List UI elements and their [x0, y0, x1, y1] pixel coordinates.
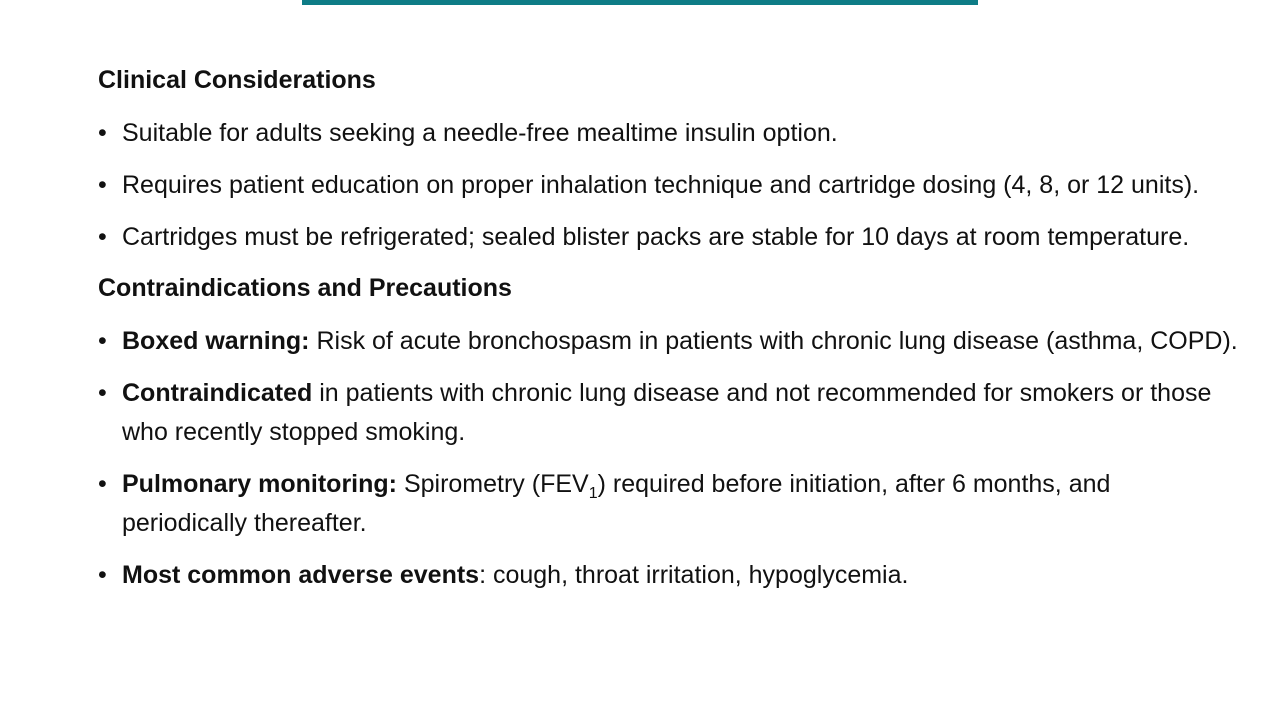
bullet-icon: • — [98, 327, 107, 355]
section-heading-contraindications: Contraindications and Precautions — [98, 274, 512, 302]
clinical-considerations-list — [98, 114, 1238, 257]
list-item-emphasis: Pulmonary monitoring: — [122, 470, 397, 498]
accent-bar — [302, 0, 978, 5]
contraindications-list — [98, 322, 1238, 595]
bullet-icon: • — [98, 379, 107, 407]
list-item — [98, 322, 1238, 361]
list-item-text: Suitable for adults seeking a needle-free mealtime insulin option. — [122, 119, 838, 147]
list-item-text: Spirometry (FEV — [397, 470, 589, 498]
list-item — [98, 114, 1238, 153]
list-item — [98, 556, 1238, 595]
list-item — [98, 465, 1238, 543]
list-item-text: in patients with chronic lung disease and not recommended for smokers or those who recently stopped smoking. — [122, 379, 1212, 446]
list-item-emphasis: Most common adverse events — [122, 561, 480, 589]
list-item-text: Cartridges must be refrigerated; sealed blister packs are stable for 10 days at room temperature. — [122, 223, 1190, 251]
list-item-text: : cough, throat irritation, hypoglycemia. — [479, 561, 909, 589]
list-item — [98, 218, 1238, 257]
list-item-text: Requires patient education on proper inhalation technique and cartridge dosing (4, 8, or 12 units). — [122, 171, 1200, 199]
bullet-icon: • — [98, 171, 107, 199]
list-item — [98, 166, 1238, 205]
list-item — [98, 374, 1238, 452]
list-item-emphasis: Boxed warning: — [122, 327, 310, 355]
section-heading-clinical-considerations: Clinical Considerations — [98, 66, 376, 94]
bullet-icon: • — [98, 561, 107, 589]
list-item-text-continued: ) required before initiation, after 6 months, and periodically thereafter. — [122, 470, 1111, 537]
subscript: 1 — [588, 485, 598, 502]
list-item-emphasis: Contraindicated — [122, 379, 313, 407]
bullet-icon: • — [98, 119, 107, 147]
list-item-text: Risk of acute bronchospasm in patients with chronic lung disease (asthma, COPD). — [309, 327, 1238, 355]
slide-content — [98, 62, 1238, 608]
bullet-icon: • — [98, 223, 107, 251]
bullet-icon: • — [98, 470, 107, 498]
